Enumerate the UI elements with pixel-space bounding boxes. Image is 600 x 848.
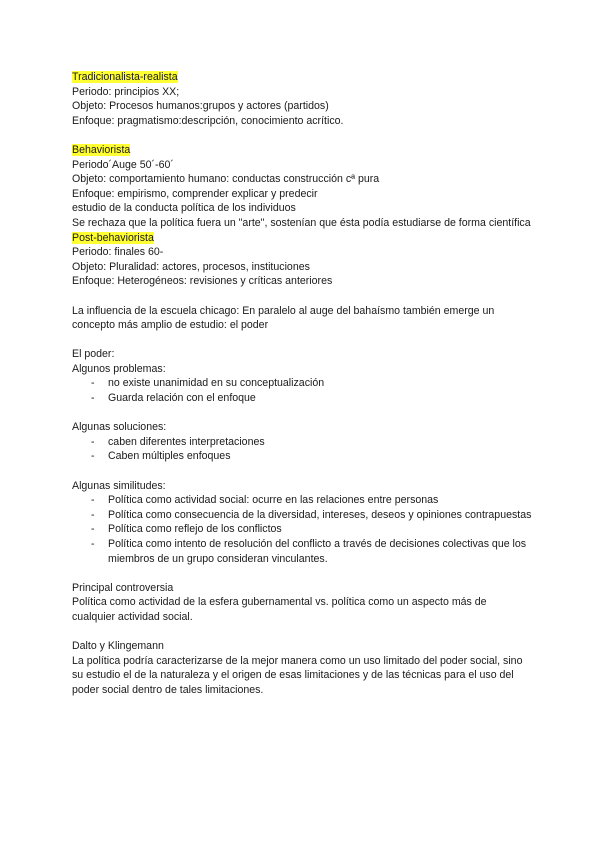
text-line: Periodo: finales 60- xyxy=(72,246,164,259)
list-item: - Caben múltiples enfoques xyxy=(91,450,231,463)
controversia-text: Política como actividad de la esfera gubernamental vs. política como un aspecto más de cualquier actividad social. xyxy=(72,596,487,623)
list-item: - no existe unanimidad en su conceptualización xyxy=(91,377,325,390)
bullet-dash: - xyxy=(91,494,95,507)
document-body xyxy=(72,70,532,698)
bullet-dash: - xyxy=(91,392,95,405)
list-item: - Guarda relación con el enfoque xyxy=(91,392,256,405)
problemas-title: Algunos problemas: xyxy=(72,362,166,375)
bullet-dash: - xyxy=(91,523,95,536)
section-heading-tradicionalista: Tradicionalista-realista xyxy=(72,71,178,83)
text-line: Objeto: comportamiento humano: conductas construcción cª pura xyxy=(72,173,380,186)
controversia-title: Principal controversia xyxy=(72,581,174,594)
chicago-paragraph: La influencia de la escuela chicago: En paralelo al auge del bahaísmo también emerge un concepto más amplio de estudio: el poder xyxy=(72,304,495,332)
dalto-title: Dalto y Klingemann xyxy=(72,640,164,653)
text-line: Enfoque: empirismo, comprender explicar y predecir xyxy=(72,187,318,200)
text-line: Objeto: Pluralidad: actores, procesos, instituciones xyxy=(72,260,310,273)
section-heading-behaviorista: Behaviorista xyxy=(72,143,131,156)
text-line: Periodo: principios XX; xyxy=(72,85,180,98)
list-item: - Política como intento de resolución del conflicto a través de decisiones colectivas que los miembros de un grupo consideran vinculantes. xyxy=(91,538,527,565)
poder-title: El poder: xyxy=(72,348,115,361)
text-line: estudio de la conducta política de los individuos xyxy=(72,202,296,215)
text-line: Enfoque: pragmatismo:descripción, conocimiento acrítico. xyxy=(72,114,344,127)
bullet-dash: - xyxy=(91,508,95,521)
bullet-dash: - xyxy=(91,435,95,448)
bullet-dash: - xyxy=(91,450,95,463)
text-line: Objeto: Procesos humanos:grupos y actores (partidos) xyxy=(72,100,329,113)
list-item: - caben diferentes interpretaciones xyxy=(91,435,265,448)
list-item: - Política como actividad social: ocurre en las relaciones entre personas xyxy=(91,494,439,507)
dalto-text: La política podría caracterizarse de la mejor manera como un uso limitado del poder social, sino su estudio el de la naturaleza y el origen de esas limitaciones y de las técnicas para el uso del poder social dentro de tales limitaciones. xyxy=(72,654,523,696)
list-item: - Política como consecuencia de la diversidad, intereses, deseos y opiniones contrapuestas xyxy=(91,508,532,521)
similitudes-title: Algunas similitudes: xyxy=(72,479,166,492)
text-line: Periodo´Auge 50´-60´ xyxy=(72,158,174,171)
text-line: Enfoque: Heterogéneos: revisiones y críticas anteriores xyxy=(72,275,333,288)
bullet-dash: - xyxy=(91,377,95,390)
section-heading-post-behaviorista: Post-behaviorista xyxy=(72,231,154,244)
soluciones-title: Algunas soluciones: xyxy=(72,421,167,434)
text-paragraph: Se rechaza que la política fuera un "arte", sostenían que ésta podía estudiarse de forma científica xyxy=(72,216,531,229)
list-item: - Política como reflejo de los conflictos xyxy=(91,523,282,536)
bullet-dash: - xyxy=(91,538,95,550)
